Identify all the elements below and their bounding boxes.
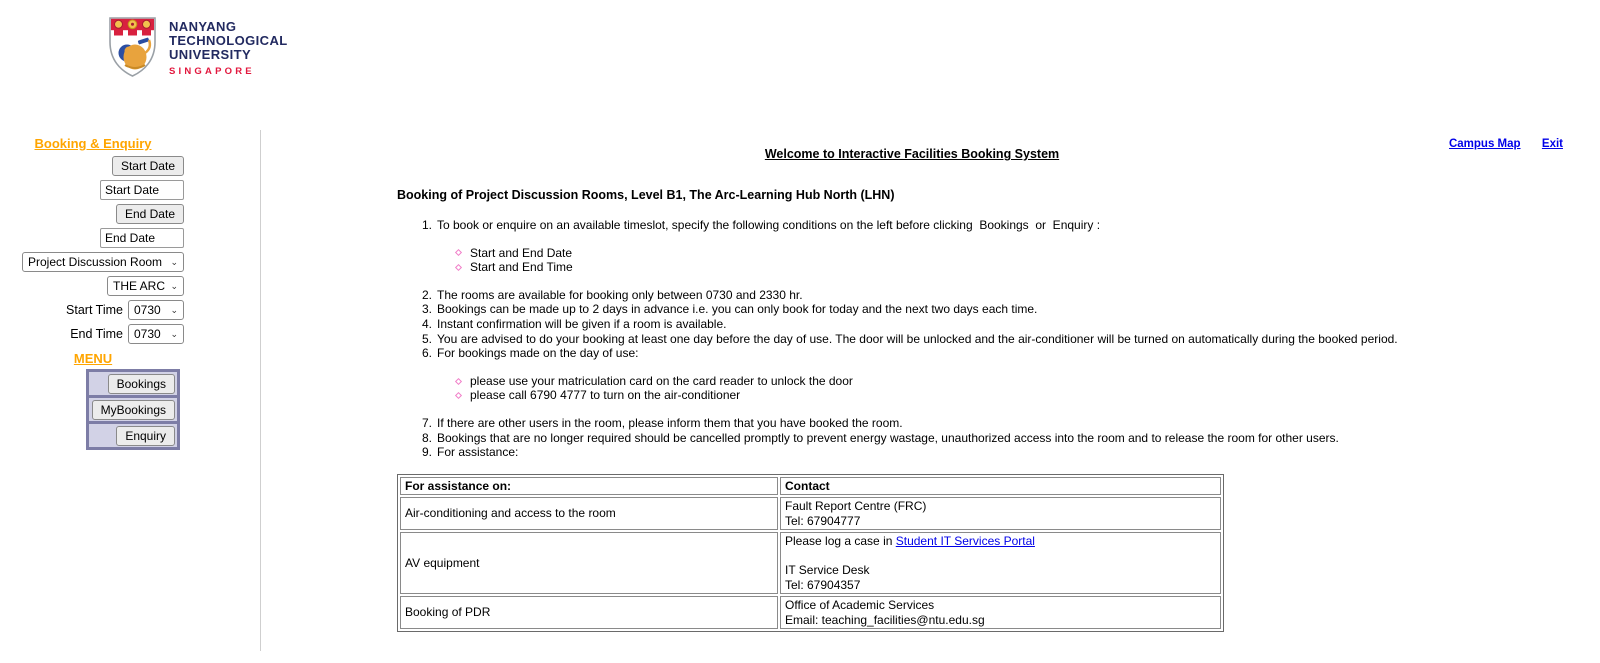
- main-content: [262, 130, 1430, 632]
- instruction-number: 7.: [421, 415, 432, 430]
- instruction-text: For bookings made on the day of use:: [437, 346, 639, 361]
- assistance-topic-cell: AV equipment: [400, 532, 778, 594]
- table-row: [400, 596, 1221, 629]
- bullet-text: Start and End Date: [470, 245, 573, 260]
- instruction-number: 1.: [421, 218, 432, 232]
- end-date-button[interactable]: End Date: [116, 204, 184, 224]
- instruction-number: 8.: [421, 430, 432, 445]
- student-it-services-portal-link[interactable]: Student IT Services Portal: [895, 534, 1035, 549]
- instruction-list: [397, 218, 1430, 460]
- ntu-logo-text: [169, 13, 288, 77]
- contact-text: IT Service Desk: [785, 563, 870, 578]
- table-header-cell: For assistance on:: [400, 477, 778, 496]
- instruction-text: If there are other users in the room, please inform them that you have booked the room.: [437, 415, 903, 430]
- instruction-item: [397, 431, 1430, 446]
- top-links: [1449, 136, 1563, 150]
- end-date-input[interactable]: [100, 228, 184, 248]
- end-time-selected-value: 0730: [134, 327, 161, 341]
- menu-title: MENU: [73, 351, 113, 366]
- instruction-text: To book or enquire on an available timeslot, specify the following conditions on the left before clicking Bookings or Enquiry :: [437, 218, 1101, 232]
- table-row: [400, 497, 1221, 530]
- end-time-select[interactable]: [128, 324, 184, 344]
- bullet-item: [456, 260, 1430, 275]
- menu-cell: [88, 423, 178, 448]
- contact-line: [785, 598, 1216, 613]
- chevron-down-icon: ⌄: [170, 256, 178, 267]
- end-time-row: [70, 324, 184, 344]
- bullet-item: [456, 246, 1430, 261]
- instruction-item: [397, 346, 1430, 361]
- menu-button-enquiry[interactable]: Enquiry: [116, 426, 175, 446]
- bullet-text: Start and End Time: [470, 260, 573, 275]
- campus-map-link[interactable]: Campus Map: [1448, 138, 1521, 150]
- instruction-text: You are advised to do your booking at least one day before the day of use. The door will be unlocked and the air-conditioner will be turned on automatically during the booked period.: [437, 331, 1398, 346]
- menu-button-group: [86, 369, 180, 450]
- start-time-label: Start Time: [66, 303, 123, 317]
- instruction-item: [397, 218, 1430, 233]
- contact-text: Tel: 67904777: [785, 513, 861, 528]
- start-time-select[interactable]: [128, 300, 184, 320]
- sidebar-title: Booking & Enquiry: [34, 136, 152, 151]
- diamond-bullet-icon: [455, 392, 462, 399]
- room-type-selected-value: Project Discussion Room: [28, 255, 163, 269]
- menu-cell: [88, 371, 178, 396]
- instruction-number: 2.: [421, 287, 432, 302]
- chevron-down-icon: ⌄: [170, 280, 178, 291]
- chevron-down-icon: ⌄: [170, 328, 178, 339]
- start-date-input[interactable]: [100, 180, 184, 200]
- location-selected-value: THE ARC: [113, 279, 166, 293]
- assistance-contact-cell: [780, 596, 1221, 629]
- location-select[interactable]: [107, 276, 184, 296]
- instruction-number: 6.: [421, 346, 432, 361]
- logo-singapore: SINGAPORE: [169, 66, 255, 77]
- assistance-topic-cell: Air-conditioning and access to the room: [400, 497, 778, 530]
- ntu-crest-icon: [105, 13, 160, 79]
- instruction-text: For assistance:: [437, 445, 519, 460]
- contact-line: [785, 563, 1216, 578]
- instruction-number: 4.: [421, 316, 432, 331]
- instruction-text: The rooms are available for booking only between 0730 and 2330 hr.: [437, 287, 803, 302]
- contact-text: Office of Academic Services: [785, 598, 935, 613]
- bullet-text: please call 6790 4777 to turn on the air-conditioner: [470, 388, 741, 403]
- contact-text: Tel: 67904357: [785, 577, 861, 592]
- logo-line-1: NANYANG: [169, 19, 237, 34]
- bullet-item: [456, 388, 1430, 403]
- table-header-row: [400, 477, 1221, 496]
- bullet-text: please use your matriculation card on the card reader to unlock the door: [470, 373, 853, 388]
- diamond-bullet-icon: [455, 264, 462, 271]
- ntu-logo: [105, 13, 288, 79]
- contact-line: [785, 578, 1216, 593]
- logo-line-2: TECHNOLOGICAL: [169, 33, 288, 48]
- diamond-bullet-icon: [455, 249, 462, 256]
- instruction-item: [397, 288, 1430, 303]
- instruction-item: [397, 317, 1430, 332]
- end-time-label: End Time: [70, 327, 123, 341]
- instruction-item: [397, 302, 1430, 317]
- assistance-contact-cell: [780, 532, 1221, 594]
- table-row: [400, 532, 1221, 594]
- instruction-item: [397, 416, 1430, 431]
- table-header-cell: Contact: [780, 477, 1221, 496]
- start-time-selected-value: 0730: [134, 303, 161, 317]
- contact-text: Please log a case in: [785, 534, 896, 549]
- menu-cell: [88, 397, 178, 422]
- instruction-sub-bullets: [456, 246, 1430, 275]
- section-heading: Booking of Project Discussion Rooms, Level B1, The Arc-Learning Hub North (LHN): [397, 188, 895, 202]
- instruction-number: 9.: [421, 445, 432, 460]
- instruction-item: [397, 445, 1430, 460]
- assistance-table: [397, 474, 1224, 633]
- diamond-bullet-icon: [455, 378, 462, 385]
- chevron-down-icon: ⌄: [170, 304, 178, 315]
- contact-text: Fault Report Centre (FRC): [785, 499, 927, 514]
- instruction-text: Instant confirmation will be given if a room is available.: [437, 316, 727, 331]
- exit-link[interactable]: Exit: [1541, 138, 1563, 150]
- bullet-item: [456, 374, 1430, 389]
- start-date-button[interactable]: Start Date: [112, 156, 184, 176]
- contact-line: [785, 613, 1216, 628]
- contact-line: [785, 534, 1216, 549]
- assistance-topic-cell: Booking of PDR: [400, 596, 778, 629]
- logo-line-3: UNIVERSITY: [169, 47, 252, 62]
- instruction-text: Bookings can be made up to 2 days in advance i.e. you can only book for today and the next two days each time.: [437, 302, 1038, 317]
- contact-line: [785, 499, 1216, 514]
- start-time-row: [66, 300, 184, 320]
- instruction-number: 5.: [421, 331, 432, 346]
- menu-button-bookings[interactable]: Bookings: [108, 374, 175, 394]
- instruction-item: [397, 332, 1430, 347]
- menu-button-mybookings[interactable]: MyBookings: [92, 400, 175, 420]
- instruction-text: Bookings that are no longer required should be cancelled promptly to prevent energy wastage, unauthorized access into the room and to release the room for other users.: [437, 430, 1339, 445]
- contact-line: [785, 549, 1216, 564]
- contact-line: [785, 514, 1216, 529]
- page-title: Welcome to Interactive Facilities Booking System: [764, 147, 1060, 161]
- booking-sidebar: [0, 130, 261, 651]
- room-type-select[interactable]: [22, 252, 184, 272]
- contact-text: Email: teaching_facilities@ntu.edu.sg: [785, 612, 985, 627]
- instruction-number: 3.: [421, 302, 432, 317]
- instruction-sub-bullets: [456, 374, 1430, 403]
- assistance-contact-cell: [780, 497, 1221, 530]
